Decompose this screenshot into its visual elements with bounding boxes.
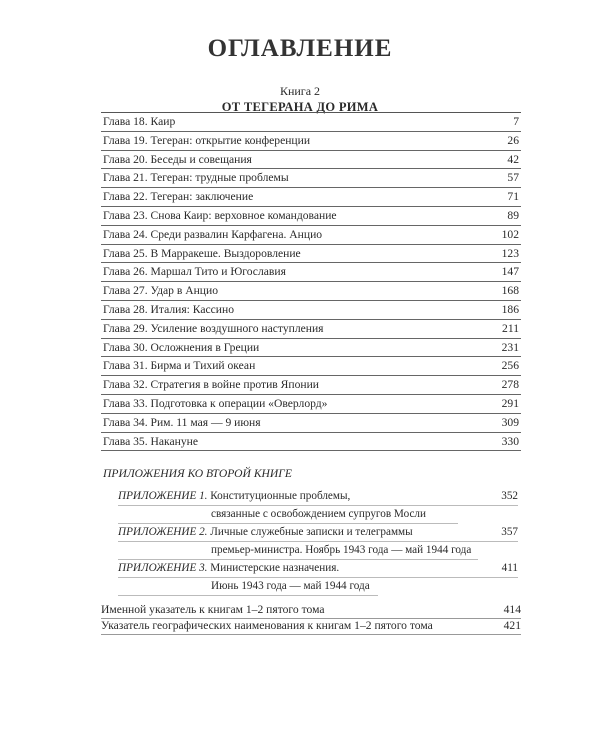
appendix-item-2[interactable] — [118, 524, 518, 560]
book-label: Книга 2 — [279, 84, 321, 98]
chapter-page: 186 — [501, 302, 519, 316]
chapter-page: 309 — [501, 415, 519, 429]
chapter-row[interactable] — [101, 301, 521, 320]
chapter-title: Глава 23. Снова Каир: верховное командование — [103, 208, 337, 222]
chapter-title: Глава 24. Среди развалин Карфагена. Анцио — [103, 227, 323, 241]
chapter-page: 291 — [501, 396, 519, 410]
chapter-title: Глава 25. В Марракеше. Выздоровление — [103, 246, 301, 260]
chapter-row[interactable] — [101, 339, 521, 358]
chapter-list — [101, 112, 521, 451]
appendix-subtitle: Июнь 1943 года — май 1944 года — [118, 578, 378, 596]
index-row-geography[interactable] — [101, 618, 521, 635]
chapter-row[interactable] — [101, 207, 521, 226]
chapter-page: 71 — [507, 190, 519, 204]
chapter-page: 26 — [507, 133, 519, 147]
chapter-page: 231 — [501, 340, 519, 354]
chapter-title: Глава 34. Рим. 11 мая — 9 июня — [103, 415, 261, 429]
chapter-title: Глава 20. Беседы и совещания — [103, 152, 252, 166]
chapter-title: Глава 29. Усиление воздушного наступления — [103, 321, 324, 335]
appendix-header: ПРИЛОЖЕНИЯ КО ВТОРОЙ КНИГЕ — [103, 467, 292, 480]
chapter-row[interactable] — [101, 132, 521, 151]
chapter-row[interactable] — [101, 151, 521, 170]
chapter-row[interactable] — [101, 188, 521, 207]
chapter-title: Глава 22. Тегеран: заключение — [103, 190, 254, 204]
appendix-title: Конституционные проблемы, — [210, 490, 351, 502]
book-title: ОТ ТЕГЕРАНА ДО РИМА — [221, 100, 379, 114]
chapter-page: 57 — [507, 171, 519, 185]
appendix-title: Министерские назначения. — [210, 562, 340, 574]
chapter-title: Глава 26. Маршал Тито и Югославия — [103, 265, 286, 279]
chapter-title: Глава 32. Стратегия в войне против Японии — [103, 378, 320, 392]
chapter-title: Глава 27. Удар в Анцио — [103, 284, 218, 298]
chapter-title: Глава 28. Италия: Кассино — [103, 302, 235, 316]
appendix-title: Личные служебные записки и телеграммы — [210, 526, 413, 538]
chapter-row[interactable] — [101, 433, 521, 452]
chapter-page: 278 — [501, 378, 519, 392]
chapter-row[interactable] — [101, 282, 521, 301]
chapter-page: 147 — [501, 265, 519, 279]
chapter-row[interactable] — [101, 414, 521, 433]
chapter-title: Глава 33. Подготовка к операции «Оверлорд» — [103, 396, 328, 410]
chapter-page: 89 — [507, 208, 519, 222]
chapter-row[interactable] — [101, 263, 521, 282]
index-page: 414 — [503, 603, 521, 616]
chapter-row[interactable] — [101, 320, 521, 339]
appendix-subtitle: связанные с освобождением супругов Мосли — [118, 506, 458, 524]
chapter-row[interactable] — [101, 169, 521, 188]
chapter-row[interactable] — [101, 395, 521, 414]
chapter-page: 211 — [502, 321, 519, 335]
appendix-page: 357 — [501, 526, 518, 538]
chapter-page: 168 — [501, 284, 519, 298]
chapter-row[interactable] — [101, 226, 521, 245]
index-label: Именной указатель к книгам 1–2 пятого тома — [101, 603, 325, 616]
chapter-page: 330 — [501, 434, 519, 448]
chapter-page: 123 — [501, 246, 519, 260]
chapter-title: Глава 30. Осложнения в Греции — [103, 340, 260, 354]
page-title: ОГЛАВЛЕНИЕ — [207, 35, 393, 62]
appendix-item-3[interactable] — [118, 560, 518, 596]
appendix-label: ПРИЛОЖЕНИЕ 3. — [118, 562, 208, 574]
chapter-row[interactable] — [101, 113, 521, 132]
chapter-row[interactable] — [101, 245, 521, 264]
appendix-subtitle: премьер-министра. Ноябрь 1943 года — май 1944 года — [118, 542, 478, 560]
chapter-title: Глава 19. Тегеран: открытие конференции — [103, 133, 311, 147]
chapter-row[interactable] — [101, 376, 521, 395]
chapter-page: 256 — [501, 359, 519, 373]
chapter-title: Глава 35. Накануне — [103, 434, 198, 448]
chapter-row[interactable] — [101, 357, 521, 376]
chapter-page: 102 — [501, 227, 519, 241]
chapter-title: Глава 18. Каир — [103, 115, 176, 128]
appendix-item-1[interactable] — [118, 488, 518, 524]
appendix-page: 411 — [501, 562, 518, 574]
chapter-title: Глава 31. Бирма и Тихий океан — [103, 359, 256, 373]
chapter-page: 42 — [507, 152, 519, 166]
index-page: 421 — [503, 619, 521, 632]
appendix-label: ПРИЛОЖЕНИЕ 1. — [118, 490, 208, 502]
appendix-page: 352 — [501, 490, 518, 502]
chapter-page: 7 — [513, 115, 519, 128]
index-row-names[interactable] — [101, 602, 521, 619]
chapter-title: Глава 21. Тегеран: трудные проблемы — [103, 171, 289, 185]
index-label: Указатель географических наименования к книгам 1–2 пятого тома — [101, 619, 433, 632]
appendix-label: ПРИЛОЖЕНИЕ 2. — [118, 526, 208, 538]
